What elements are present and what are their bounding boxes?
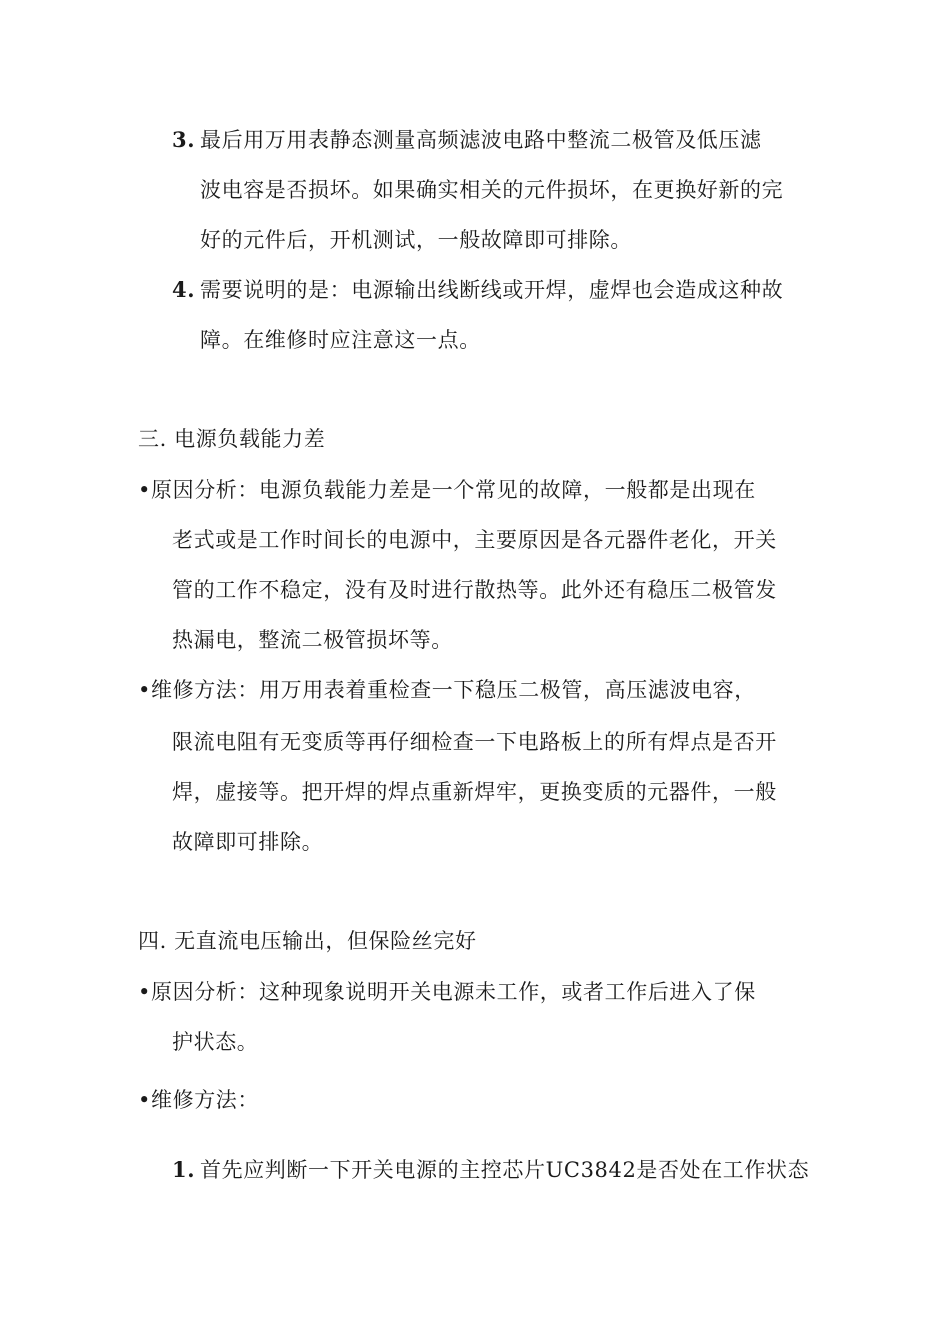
- list-text: 首先应判断一下开关电源的主控芯片UC3842是否处在工作状态: [200, 1158, 810, 1182]
- section-4-cause-line-2: 护状态。: [172, 1030, 259, 1054]
- list-text: 需要说明的是：电源输出线断线或开焊，虚焊也会造成这种故: [200, 278, 784, 302]
- list-text: 最后用万用表静态测量高频滤波电路中整流二极管及低压滤: [200, 128, 762, 152]
- section-3-cause-line-3: 管的工作不稳定，没有及时进行散热等。此外还有稳压二极管发: [172, 578, 777, 602]
- section-3-cause-line-1: [138, 475, 756, 505]
- paragraph-text: 维修方法：: [151, 1088, 259, 1112]
- bullet-icon: •: [138, 478, 151, 502]
- paragraph-text: 原因分析：这种现象说明开关电源未工作，或者工作后进入了保: [151, 980, 756, 1004]
- list-item-3-line-1: [172, 125, 762, 155]
- paragraph-text: 维修方法：用万用表着重检查一下稳压二极管，高压滤波电容，: [151, 678, 756, 702]
- list-item-3-line-2: 波电容是否损坏。如果确实相关的元件损坏，在更换好新的完: [200, 178, 784, 202]
- section-3-repair-line-2: 限流电阻有无变质等再仔细检查一下电路板上的所有焊点是否开: [172, 730, 777, 754]
- list-item-3-line-3: 好的元件后，开机测试，一般故障即可排除。: [200, 228, 632, 252]
- bullet-icon: •: [138, 1088, 151, 1112]
- bullet-icon: •: [138, 980, 151, 1004]
- section-3-repair-line-4: 故障即可排除。: [172, 830, 324, 854]
- section-3-heading: 三. 电源负载能力差: [138, 427, 326, 451]
- list-number: 1.: [172, 1157, 196, 1182]
- list-item-4-line-2: 障。在维修时应注意这一点。: [200, 328, 481, 352]
- section-4-item-1: [172, 1155, 809, 1185]
- list-number: 4.: [172, 277, 196, 302]
- section-4-repair-line-1: [138, 1085, 259, 1115]
- list-number: 3.: [172, 127, 196, 152]
- section-3-cause-line-2: 老式或是工作时间长的电源中，主要原因是各元器件老化，开关: [172, 528, 777, 552]
- section-3-repair-line-1: [138, 675, 756, 705]
- section-3-repair-line-3: 焊，虚接等。把开焊的焊点重新焊牢，更换变质的元器件，一般: [172, 780, 777, 804]
- bullet-icon: •: [138, 678, 151, 702]
- list-item-4-line-1: [172, 275, 783, 305]
- section-3-cause-line-4: 热漏电，整流二极管损坏等。: [172, 628, 453, 652]
- paragraph-text: 原因分析：电源负载能力差是一个常见的故障，一般都是出现在: [151, 478, 756, 502]
- section-4-heading: 四. 无直流电压输出，但保险丝完好: [138, 929, 477, 953]
- section-4-cause-line-1: [138, 977, 756, 1007]
